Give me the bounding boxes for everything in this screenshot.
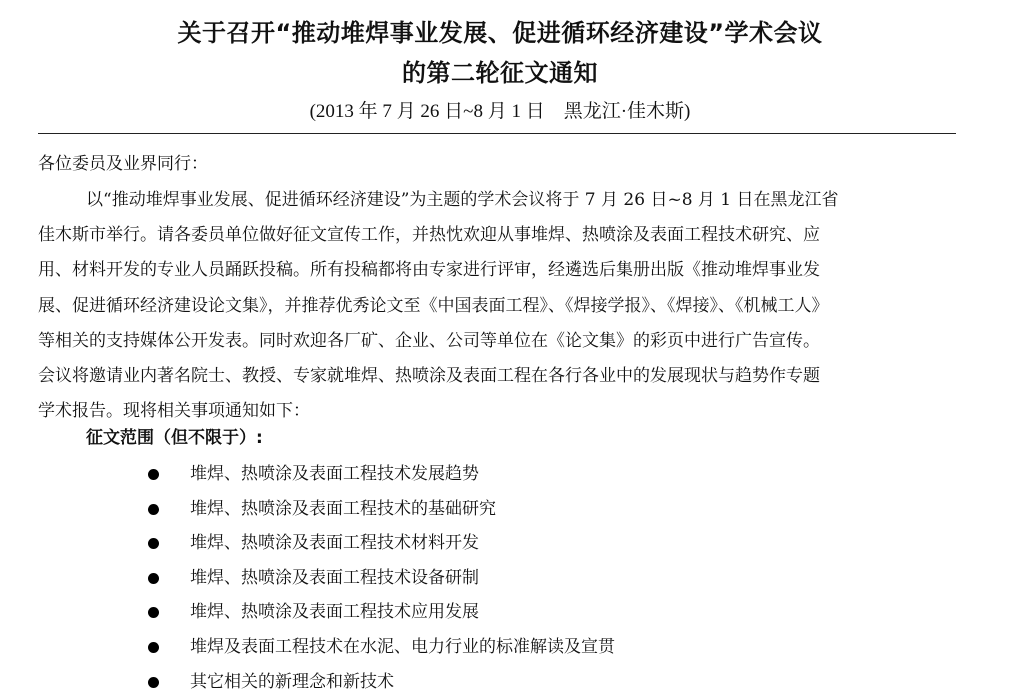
body-line: 展、促进循环经济建设论文集》，并推荐优秀论文至《中国表面工程》、《焊接学报》、《焊接》、《机械工人》 [38,295,829,316]
body-line: 用、材料开发的专业人员踊跃投稿。所有投稿都将由专家进行评审，经遴选后集册出版《推动堆焊事业发 [38,260,820,281]
bullet-icon [148,642,159,653]
bullet-icon [148,607,159,618]
document-subtitle: (2013 年 7 月 26 日~8 月 1 日 黑龙江·佳木斯) [309,101,691,122]
body-line: 学术报告。现将相关事项通知如下： [38,401,310,422]
list-item-text: 堆焊、热喷涂及表面工程技术的基础研究 [190,498,496,519]
bullet-icon [148,573,159,584]
document-title-line-2: 的第二轮征文通知 [402,59,598,87]
document-title-line-1: 关于召开“推动堆焊事业发展、促进循环经济建设”学术会议 [177,19,823,47]
bullet-icon [148,538,159,549]
bullet-icon [148,504,159,515]
list-item-text: 堆焊、热喷涂及表面工程技术材料开发 [190,533,479,554]
section-heading: 征文范围（但不限于）: [86,428,263,448]
body-line: 等相关的支持媒体公开发表。同时欢迎各厂矿、企业、公司等单位在《论文集》的彩页中进行广告宣传。 [38,330,820,351]
list-item-text: 堆焊、热喷涂及表面工程技术应用发展 [190,602,479,623]
body-line: 会议将邀请业内著名院士、教授、专家就堆焊、热喷涂及表面工程在各行各业中的发展现状与趋势作专题 [38,366,820,387]
list-item-text: 堆焊、热喷涂及表面工程技术发展趋势 [190,464,479,484]
bullet-icon [148,677,159,688]
body-paragraph [38,183,970,429]
title-divider [38,133,956,134]
body-line: 以“推动堆焊事业发展、促进循环经济建设”为主题的学术会议将于 7 月 26 日~8 月 1 日在黑龙江省 [86,190,839,210]
list-item-text: 堆焊及表面工程技术在水泥、电力行业的标准解读及宣贯 [190,636,615,657]
bullet-icon [148,469,159,480]
salutation: 各位委员及业界同行： [38,154,208,174]
list-item-text: 堆焊、热喷涂及表面工程技术设备研制 [190,567,479,588]
body-line: 佳木斯市举行。请各委员单位做好征文宣传工作，并热忱欢迎从事堆焊、热喷涂及表面工程技术研究、应 [38,225,820,246]
list-item-text: 其它相关的新理念和新技术 [190,671,394,692]
